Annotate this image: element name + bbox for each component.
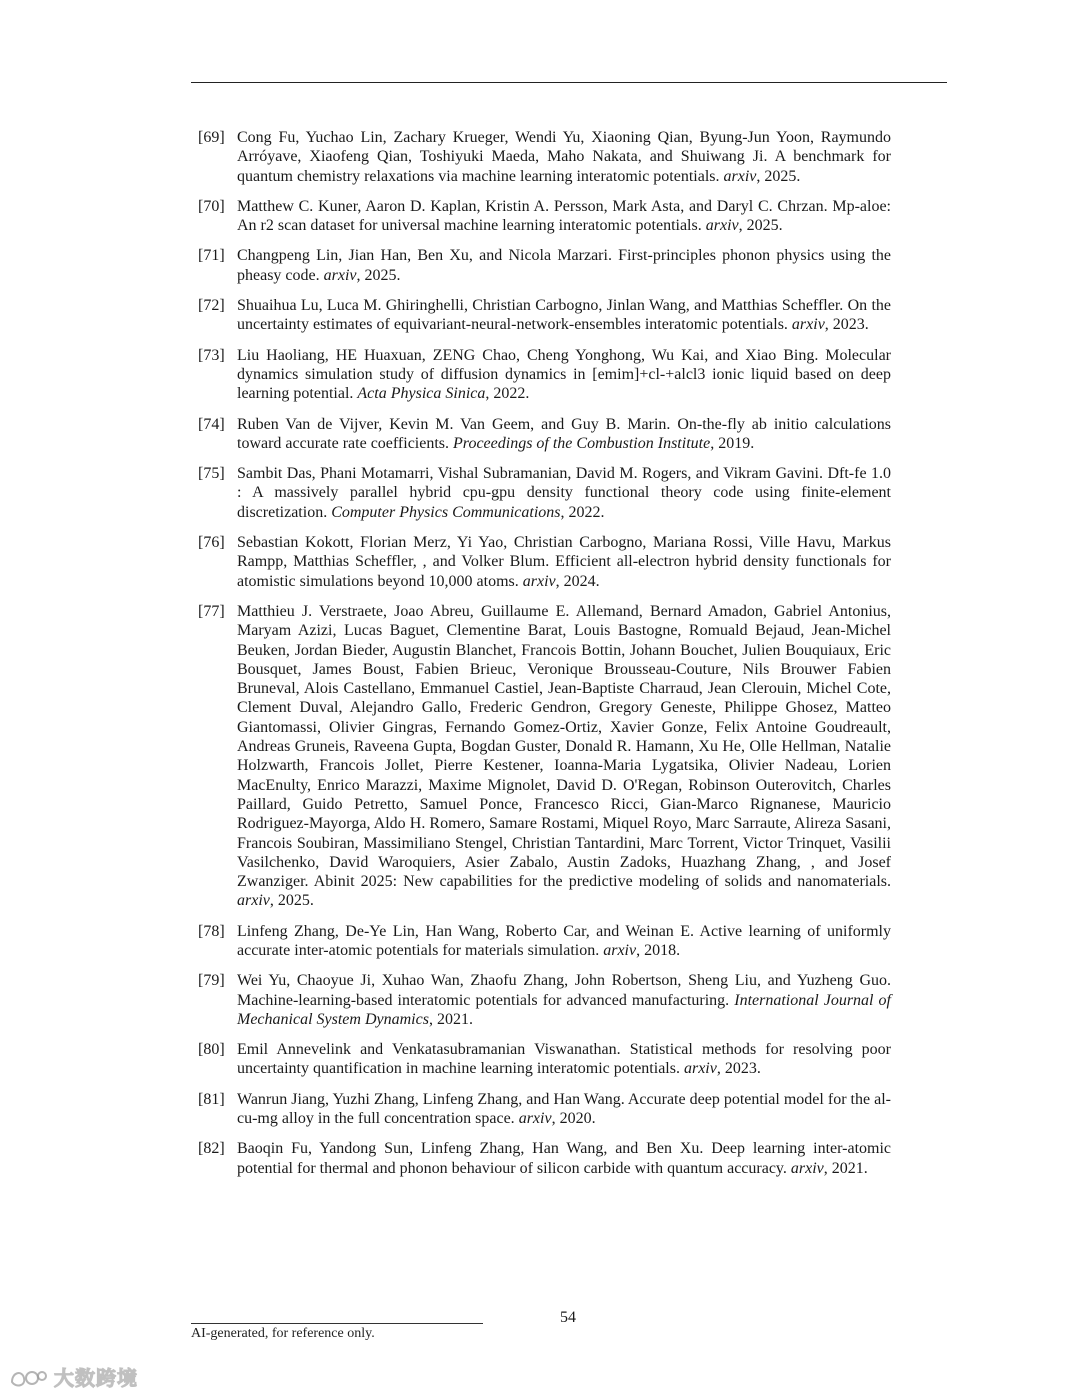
watermark-text: 大数跨境 (54, 1366, 138, 1390)
footnote: AI-generated, for reference only. (191, 1326, 375, 1341)
reference-venue: arxiv (603, 941, 637, 959)
reference-body: Linfeng Zhang, De-Ye Lin, Han Wang, Roberto Car, and Weinan E. Active learning of uniformly accurate inter-atomic potentials for materials simulation. (237, 922, 891, 959)
header-rule (191, 82, 947, 83)
reference-venue: International Journal of Mechanical System Dynamics (237, 991, 891, 1028)
watermark-logo-icon (8, 1364, 48, 1390)
reference-number: [79] (198, 972, 225, 990)
reference-venue: arxiv (522, 572, 556, 590)
reference-text (237, 346, 891, 404)
reference-body: Matthew C. Kuner, Aaron D. Kaplan, Kristin A. Persson, Mark Asta, and Daryl C. Chrzan. Mp-aloe: An r2 scan dataset for universal machine learning interatomic potentials. (237, 197, 891, 235)
reference-text (237, 1139, 891, 1178)
reference-venue: arxiv (790, 1159, 824, 1177)
reference-body: Ruben Van de Vijver, Kevin M. Van Geem, and Guy B. Marin. On-the-fly ab initio calculations toward accurate rate coefficients. (237, 415, 891, 452)
reference-venue: arxiv (683, 1060, 717, 1078)
reference-year: , 2025. (269, 892, 314, 910)
reference-item (198, 296, 891, 335)
reference-number: [76] (198, 534, 225, 552)
reference-item (198, 128, 891, 186)
reference-body: Wanrun Jiang, Yuzhi Zhang, Linfeng Zhang, and Han Wang. Accurate deep potential model for the al-cu-mg alloy in the full concentration space. (237, 1090, 891, 1128)
reference-item (198, 464, 891, 522)
reference-year: , 2022. (485, 385, 530, 403)
reference-body: Cong Fu, Yuchao Lin, Zachary Krueger, Wendi Yu, Xiaoning Qian, Byung-Jun Yoon, Raymundo Arróyave, Xiaofeng Qian, Toshiyuki Maeda, Maho Nakata, and Shuiwang Ji. A benchmark for quantum chemistry relaxations via machine learning interatomic potentials. (237, 129, 891, 185)
reference-item (198, 971, 891, 1029)
reference-item (198, 197, 891, 236)
reference-venue: arxiv (723, 167, 757, 185)
reference-year: , 2023. (824, 316, 869, 334)
reference-venue: arxiv (518, 1110, 552, 1128)
reference-number: [70] (198, 197, 225, 215)
reference-year: , 2022. (560, 503, 605, 521)
reference-item (198, 415, 891, 454)
reference-text (237, 971, 891, 1029)
reference-number: [69] (198, 129, 225, 146)
reference-text (237, 246, 891, 285)
reference-venue: arxiv (323, 266, 357, 284)
reference-year: , 2025. (738, 217, 783, 235)
reference-list (198, 128, 891, 1189)
reference-number: [72] (198, 297, 225, 315)
reference-item (198, 922, 891, 961)
reference-number: [80] (198, 1041, 225, 1059)
reference-text (237, 533, 891, 591)
reference-number: [71] (198, 247, 225, 265)
reference-item (198, 1139, 891, 1178)
reference-body: Sambit Das, Phani Motamarri, Vishal Subramanian, David M. Rogers, and Vikram Gavini. Dft-fe 1.0 : A massively parallel hybrid cpu-gpu density functional theory code using finite-element discretization. (237, 465, 891, 521)
reference-number: [82] (198, 1140, 225, 1158)
reference-year: , 2023. (716, 1060, 761, 1078)
reference-year: , 2021. (823, 1159, 868, 1177)
page-number: 54 (560, 1309, 576, 1326)
reference-year: , 2024. (555, 572, 600, 590)
reference-text (237, 197, 891, 236)
reference-item (198, 1090, 891, 1129)
reference-venue: arxiv (237, 892, 270, 910)
reference-text (237, 602, 891, 911)
reference-text (237, 922, 891, 961)
reference-text (237, 1040, 891, 1079)
reference-body: Changpeng Lin, Jian Han, Ben Xu, and Nicola Marzari. First-principles phonon physics using the pheasy code. (237, 247, 891, 284)
reference-text (237, 296, 891, 335)
reference-venue: Computer Physics Communications (331, 503, 561, 521)
reference-number: [78] (198, 922, 225, 940)
reference-number: [75] (198, 465, 225, 483)
reference-venue: Acta Physica Sinica (357, 385, 486, 403)
reference-item (198, 602, 891, 911)
reference-body: Shuaihua Lu, Luca M. Ghiringhelli, Christian Carbogno, Jinlan Wang, and Matthias Scheffler. On the uncertainty estimates of equivariant-neural-network-ensembles interatomic potentials. (237, 297, 891, 334)
reference-body: Sebastian Kokott, Florian Merz, Yi Yao, Christian Carbogno, Mariana Rossi, Ville Havu, Markus Rampp, Matthias Scheffler, , and Volker Blum. Efficient all-electron hybrid density functionals for atomistic simulations beyond 10,000 atoms. (237, 534, 891, 590)
reference-text (237, 1090, 891, 1129)
reference-year: , 2025. (356, 266, 401, 284)
reference-body: Baoqin Fu, Yandong Sun, Linfeng Zhang, Han Wang, and Ben Xu. Deep learning inter-atomic potential for thermal and phonon behaviour of silicon carbide with quantum accuracy. (237, 1140, 891, 1177)
reference-body: Wei Yu, Chaoyue Ji, Xuhao Wan, Zhaofu Zhang, John Robertson, Sheng Liu, and Yuzheng Guo. Machine-learning-based interatomic potentials for advanced manufacturing. (237, 972, 891, 1009)
reference-body: Liu Haoliang, HE Huaxuan, ZENG Chao, Cheng Yonghong, Wu Kai, and Xiao Bing. Molecular dynamics simulation study of diffusion dynamics in [emim]+cl-+alcl3 ionic liquid based on deep learning potential. (237, 346, 891, 403)
reference-year: , 2020. (551, 1110, 596, 1128)
footnote-rule (191, 1323, 483, 1324)
reference-year: , 2019. (710, 434, 755, 452)
reference-item (198, 1040, 891, 1079)
reference-text (237, 128, 891, 186)
reference-venue: arxiv (705, 217, 739, 235)
reference-venue: arxiv (791, 316, 825, 334)
reference-number: [81] (198, 1090, 225, 1108)
reference-year: , 2018. (636, 941, 681, 959)
reference-body: Matthieu J. Verstraete, Joao Abreu, Guillaume E. Allemand, Bernard Amadon, Gabriel Antonius, Maryam Azizi, Lucas Baguet, Clementine Barat, Louis Bastogne, Romuald Bejaud, Jean-Michel Beuken, Jordan Bieder, Augustin Blanchet, Francois Bottin, Johann Bouchet, Julien Bouquiaux, Eric Bousquet, James Boust, Fabien Brieuc, Veronique Brousseau-Couture, Nils Brouwer Fabien Bruneval, Alois Castellano, Emmanuel Castiel, Jean-Baptiste Charraud, Jean Clerouin, Michel Cote, Clement Duval, Alejandro Gallo, Frederic Gendron, Gregory Geneste, Philippe Ghosez, Matteo Giantomassi, Olivier Gingras, Fernando Gomez-Ortiz, Xavier Gonze, Felix Antoine Goudreault, Andreas Gruneis, Raveena Gupta, Bogdan Guster, Donald R. Hamann, Xu He, Olle Hellman, Natalie Holzwarth, Francois Jollet, Pierre Kestener, Ioanna-Maria Lygatsika, Olivier Nadeau, Lorien MacEnulty, Enrico Marazzi, Maxime Mignolet, David D. O'Regan, Robinson Outerovitch, Charles Paillard, Guido Petretto, Samuel Ponce, Francesco Ricci, Gian-Marco Rignanese, Mauricio Rodriguez-Mayorga, Aldo H. Romero, Samare Rostami, Miquel Royo, Marc Sarraute, Alireza Sasani, Francois Soubiran, Massimiliano Stengel, Christian Tantardini, Marc Torrent, Victor Trinquet, Vasilii Vasilchenko, David Waroquiers, Asier Zabalo, Austin Zadoks, Huazhang Zhang, , and Josef Zwanziger. Abinit 2025: New capabilities for the predictive modeling of solids and nanomaterials. (237, 602, 891, 891)
reference-number: [73] (198, 346, 225, 364)
reference-body: Emil Annevelink and Venkatasubramanian Viswanathan. Statistical methods for resolving poor uncertainty quantification in machine learning interatomic potentials. (237, 1041, 891, 1078)
reference-number: [74] (198, 415, 225, 433)
reference-year: , 2025. (756, 167, 801, 185)
reference-item (198, 533, 891, 591)
reference-number: [77] (198, 602, 225, 620)
watermark (8, 1362, 138, 1391)
reference-text (237, 415, 891, 454)
reference-item (198, 246, 891, 285)
reference-year: , 2021. (428, 1010, 473, 1028)
reference-item (198, 346, 891, 404)
reference-text (237, 464, 891, 522)
reference-venue: Proceedings of the Combustion Institute (453, 434, 711, 452)
